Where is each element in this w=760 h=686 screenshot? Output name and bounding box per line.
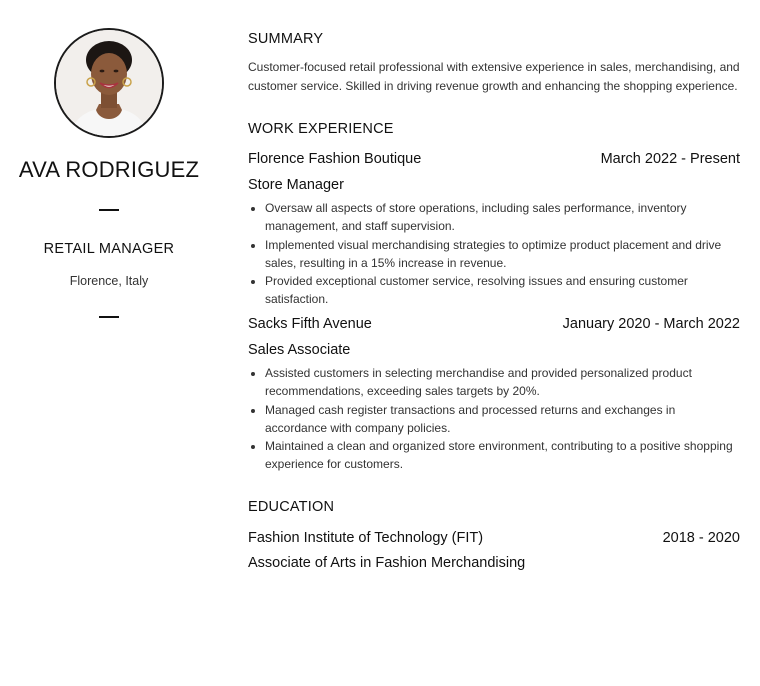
- work-experience-heading: WORK EXPERIENCE: [248, 121, 394, 137]
- summary-heading: SUMMARY: [248, 31, 324, 47]
- profile-photo: [56, 30, 162, 136]
- summary-text: Customer-focused retail professional with extensive experience in sales, merchandising, and customer service. Skilled in driving revenue growth and enhancing the shopping experience.: [248, 60, 740, 93]
- list-item: • Assisted customers in selecting merchandise and provided personalized product recommendations, exceeding sales targets by 20%.: [265, 364, 740, 401]
- avatar: [54, 28, 164, 138]
- list-item: • Implemented visual merchandising strategies to optimize product placement and drive sales, resulting in a 15% increase in revenue.: [265, 236, 740, 273]
- job-dates: January 2020 - March 2022: [562, 316, 740, 332]
- candidate-name: AVA RODRIGUEZ: [18, 157, 200, 182]
- list-item: • Maintained a clean and organized store environment, contributing to a positive shopping experience for customers.: [265, 437, 740, 474]
- education-dates: 2018 - 2020: [662, 530, 740, 546]
- job-header: [248, 151, 740, 167]
- position-title: Sales Associate: [248, 342, 351, 358]
- job-header: [248, 316, 740, 332]
- degree: Associate of Arts in Fashion Merchandising: [248, 555, 526, 571]
- job-title: RETAIL MANAGER: [43, 241, 175, 257]
- divider: [99, 209, 119, 211]
- profile-sidebar: [0, 0, 218, 318]
- job-bullets: [265, 364, 740, 474]
- list-item: • Oversaw all aspects of store operations, including sales performance, inventory management, and staff supervision.: [265, 199, 740, 236]
- list-item: • Provided exceptional customer service, resolving issues and ensuring customer satisfaction.: [265, 272, 740, 309]
- company-name: Sacks Fifth Avenue: [248, 316, 372, 332]
- school-name: Fashion Institute of Technology (FIT): [248, 530, 484, 546]
- position-title: Store Manager: [248, 177, 344, 193]
- education-header: [248, 530, 740, 546]
- company-name: Florence Fashion Boutique: [248, 151, 422, 167]
- job-bullets: [265, 199, 740, 309]
- list-item: • Managed cash register transactions and processed returns and exchanges in accordance with company policies.: [265, 401, 740, 438]
- education-heading: EDUCATION: [248, 499, 335, 515]
- location: Florence, Italy: [69, 274, 149, 288]
- divider: [99, 316, 119, 318]
- job-dates: March 2022 - Present: [600, 151, 740, 167]
